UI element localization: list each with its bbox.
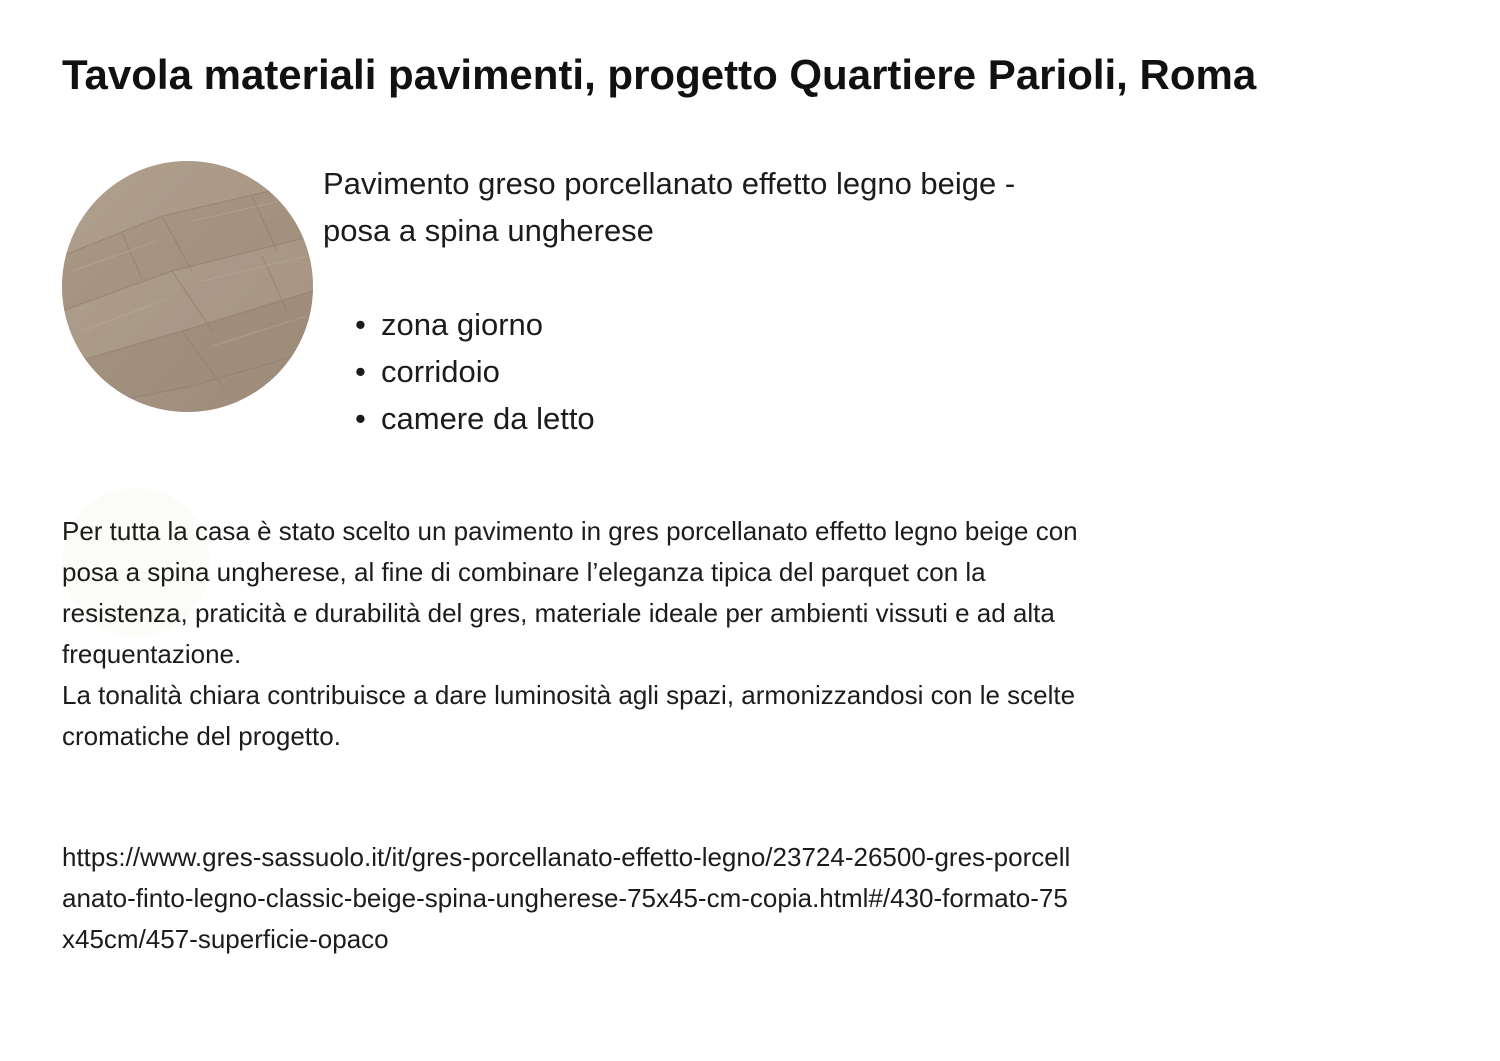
zone-list (355, 301, 595, 442)
list-item: • zona giorno (355, 301, 595, 348)
source-link[interactable]: https://www.gres-sassuolo.it/it/gres-porcellanato-effetto-legno/23724-26500-gres-porcellanato-finto-legno-classic-beige-spina-ungherese-75x45-cm-copia.html#/430-formato-75x45cm/457-superficie-opaco (62, 842, 1071, 954)
herringbone-wood-swatch-icon (62, 161, 313, 412)
list-item: • camere da letto (355, 395, 595, 442)
material-description: Per tutta la casa è stato scelto un pavimento in gres porcellanato effetto legno beige con posa a spina ungherese, al fine di combinare l’eleganza tipica del parquet con la resistenza, praticità e durabilità del gres, materiale ideale per ambienti vissuti e ad alta frequentazione. La tonalità chiara contribuisce a dare luminosità agli spazi, armonizzandosi con le scelte cromatiche del progetto. (62, 516, 1078, 751)
page-title: Tavola materiali pavimenti, progetto Quartiere Parioli, Roma (62, 51, 1257, 98)
list-item: • corridoio (355, 348, 595, 395)
material-name: Pavimento greso porcellanato effetto legno beige - posa a spina ungherese (323, 166, 1016, 248)
